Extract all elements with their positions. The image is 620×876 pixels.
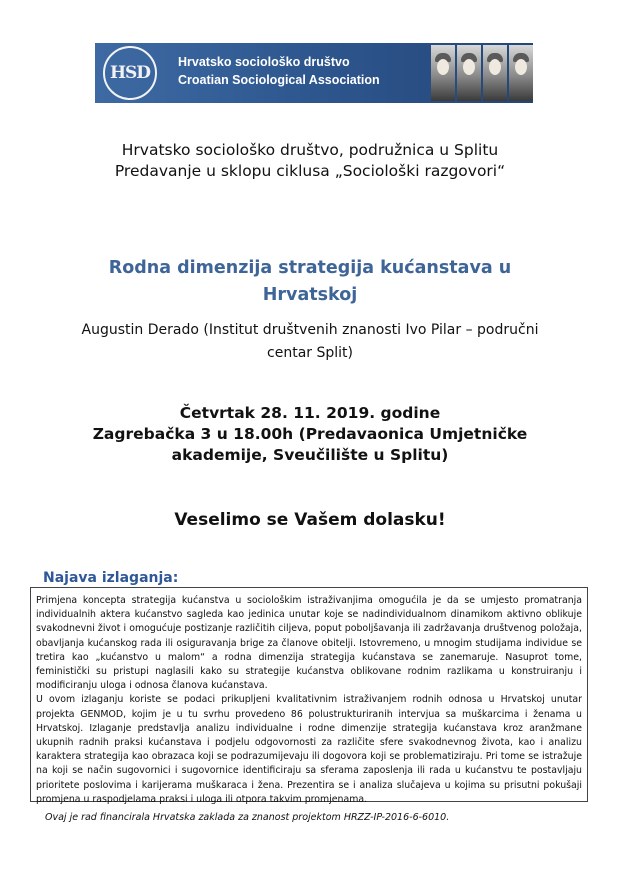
lecture-author — [0, 319, 620, 365]
funding-footnote: Ovaj je rad financirala Hrvatska zaklada za znanost projektom HRZZ-IP-2016-6-6010. — [45, 812, 450, 823]
abstract-heading: Najava izlaganja: — [43, 570, 179, 586]
lecture-title — [0, 255, 620, 309]
author-line: Augustin Derado (Institut društvenih znanosti Ivo Pilar – područni — [81, 322, 539, 338]
banner-name-english: Croatian Sociological Association — [178, 73, 380, 87]
lecture-title-line: Rodna dimenzija strategija kućanstava u — [108, 258, 512, 278]
banner-name-croatian: Hrvatsko sociološko društvo — [178, 55, 350, 69]
event-details — [0, 403, 620, 466]
sociologist-portraits — [425, 43, 533, 103]
portrait-image — [509, 45, 533, 101]
event-place: akademije, Sveučilište u Splitu) — [171, 446, 449, 464]
event-place: Zagrebačka 3 u 18.00h (Predavaonica Umjetničke — [92, 425, 528, 443]
welcome-message: Veselimo se Vašem dolasku! — [174, 510, 446, 530]
event-date: Četvrtak 28. 11. 2019. godine — [179, 404, 441, 422]
lecture-title-line: Hrvatskoj — [262, 285, 358, 305]
abstract-paragraph: Primjena koncepta strategija kućanstva u sociološkim istraživanjima omogućila je da se umjesto promatranja individualnih aktera kućanstvo sagleda kao jedinica unutar koje se nadindividualnom dinamikom aktivno oblikuje svakodnevni život i omogućuje postizanje različitih ciljeva, poput poboljšavanja ili zadržavanja društvenog položaja, obavljanja kućanskog rada ili osiguravanja brige za članove obitelji. Istovremeno, u mnogim studijama individue se tretira kao „kućanstvo u malom“ a rodna dimenzija strategija kućanstava se zanemaruje. Nasuprot tome, feministički su pristupi naglasili kako su strategije kućanstva oblikovane rodnim razlikama u konstruiranju i modificiranju uloga i odnosa članova kućanstava. — [36, 595, 582, 692]
association-banner — [95, 43, 533, 103]
organizer-line: Hrvatsko sociološko društvo, podružnica u Splitu — [121, 141, 499, 159]
author-line: centar Split) — [267, 345, 353, 361]
portrait-image — [431, 45, 455, 101]
abstract-box — [30, 587, 588, 805]
abstract-paragraph: U ovom izlaganju koriste se podaci prikupljeni kvalitativnim istraživanjem rodnih odnosa u Hrvatskoj unutar projekta GENMOD, kojim je u tu svrhu provedeno 86 polustrukturiranih intervjua sa muškarcima i ženama u Hrvatskoj. Izlaganje predstavlja analizu individualne i rodne dimenzije strategija kućanstava kroz aranžmane ukupnih radnih praksi kućanstava i podjelu odgovornosti za različite sfere svakodnevnog života, kao i analizu karaktera strategija kao obrazaca koji se podrazumijevaju ili dogovora koji se problematiziraju. Pri tome se istražuje na koji se način sugovornici i sugovornice identificiraju sa sferama zaposlenja ili rada u kućanstvu te postavljaju prioritete poslovima i karijerama muškaraca i žena. Prezentira se i analiza slučajeva u kojima su prisutni pokušaji promjena u raspodjelama praksi i uloga ili otpora takvim promjenama. — [36, 694, 582, 805]
portrait-image — [457, 45, 481, 101]
series-line: Predavanje u sklopu ciklusa „Sociološki razgovori“ — [114, 162, 506, 180]
portrait-image — [483, 45, 507, 101]
association-logo: HSD — [103, 46, 157, 100]
